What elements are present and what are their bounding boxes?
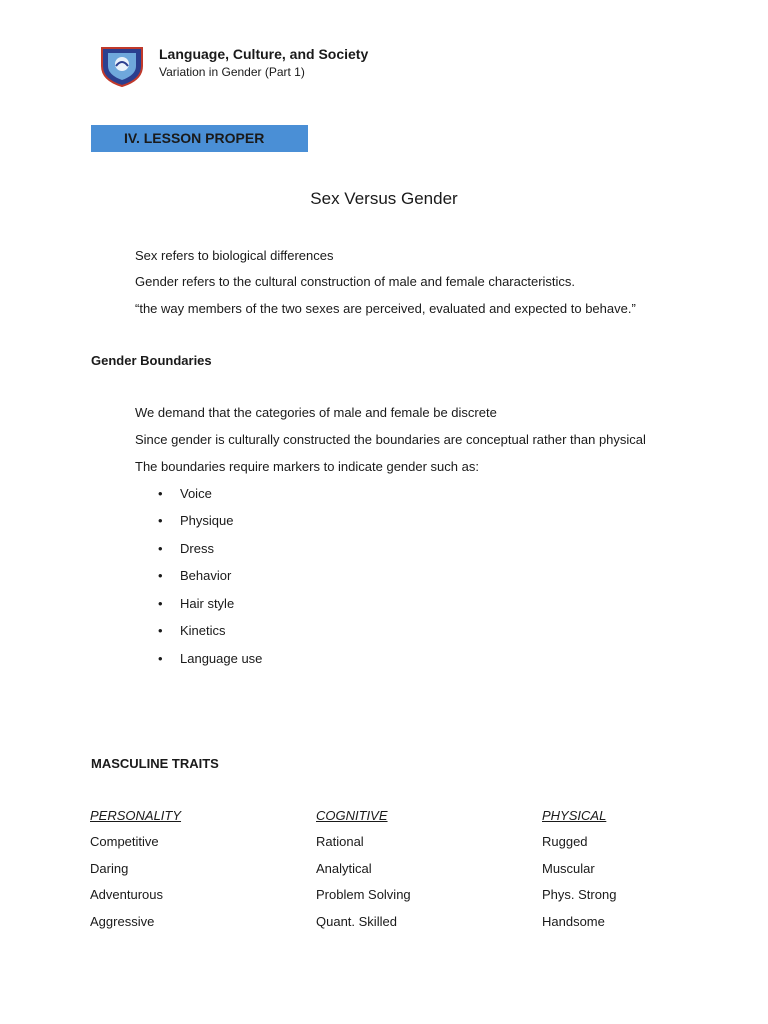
intro-line-1: Sex refers to biological differences <box>135 248 334 263</box>
trait-cell: Problem Solving <box>316 887 411 902</box>
trait-cell: Aggressive <box>90 914 155 929</box>
column-header-personality: PERSONALITY <box>90 808 182 823</box>
trait-cell: Handsome <box>542 914 605 929</box>
intro-line-2: Gender refers to the cultural construction of male and female characteristics. <box>135 274 576 289</box>
intro-line-3: “the way members of the two sexes are perceived, evaluated and expected to behave.” <box>135 301 636 316</box>
trait-cell: Analytical <box>316 861 372 876</box>
column-header-physical: PHYSICAL <box>542 808 607 823</box>
trait-cell: Rugged <box>542 834 588 849</box>
section-label: IV. LESSON PROPER <box>91 125 308 152</box>
trait-cell: Muscular <box>542 861 595 876</box>
trait-cell: Phys. Strong <box>542 887 617 902</box>
boundaries-line-2: Since gender is culturally constructed the boundaries are conceptual rather than physical <box>135 432 646 447</box>
trait-cell: Quant. Skilled <box>316 914 397 929</box>
column-header-cognitive: COGNITIVE <box>316 808 388 823</box>
boundaries-line-1: We demand that the categories of male and female be discrete <box>135 405 497 420</box>
course-subtitle: Variation in Gender (Part 1) <box>159 65 305 79</box>
school-logo <box>99 42 145 88</box>
trait-cell: Competitive <box>90 834 159 849</box>
trait-cell: Rational <box>316 834 364 849</box>
boundaries-line-3: The boundaries require markers to indicate gender such as: <box>135 459 479 474</box>
course-title: Language, Culture, and Society <box>159 46 369 62</box>
traits-heading: MASCULINE TRAITS <box>91 756 219 771</box>
trait-cell: Adventurous <box>90 887 163 902</box>
trait-cell: Daring <box>90 861 129 876</box>
page-title: Sex Versus Gender <box>310 189 458 208</box>
boundaries-heading: Gender Boundaries <box>91 353 212 368</box>
